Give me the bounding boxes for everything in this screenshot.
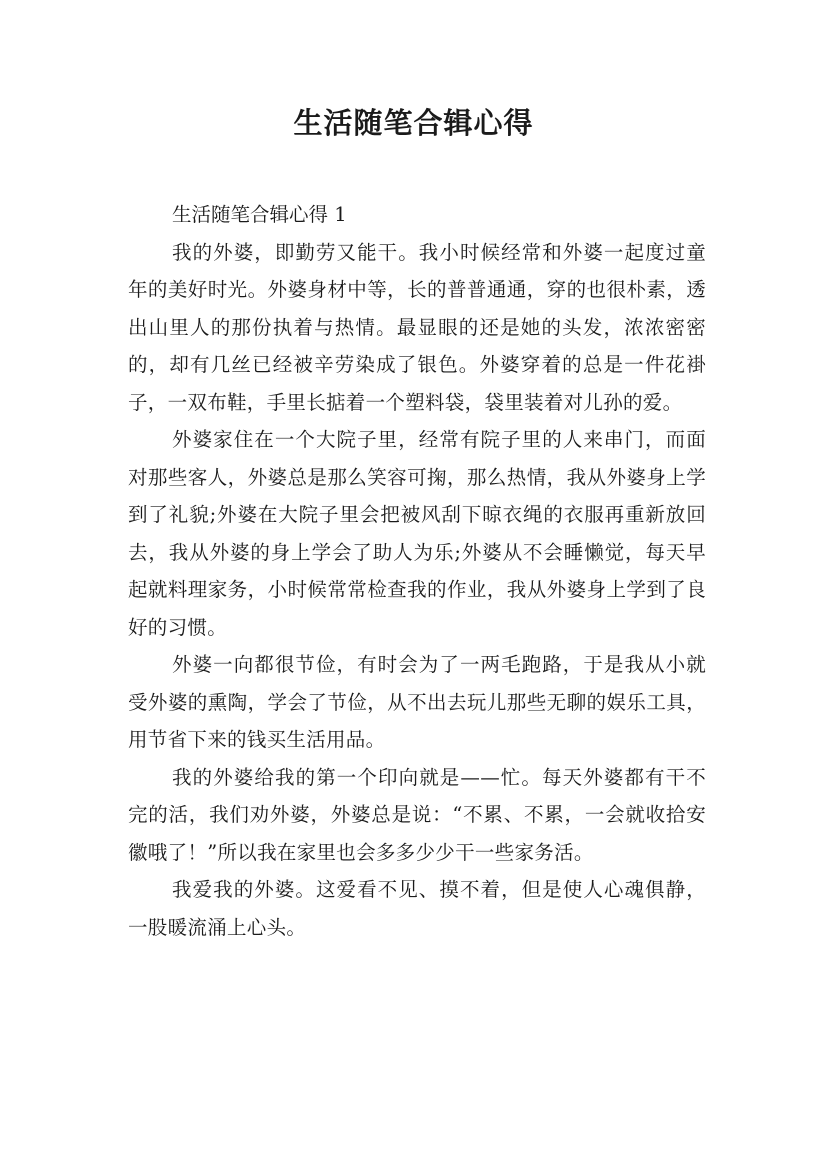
paragraph-1: 我的外婆，即勤劳又能干。我小时候经常和外婆一起度过童年的美好时光。外婆身材中等，长的普普通通，穿的也很朴素，透出山里人的那份执着与热情。最显眼的还是她的头发，浓浓密密的，却有几丝已经被辛劳染成了银色。外婆穿着的总是一件花褂子，一双布鞋，手里长掂着一个塑料袋，袋里装着对儿孙的爱。 <box>128 240 706 414</box>
paragraph-4: 我的外婆给我的第一个印向就是——忙。每天外婆都有干不完的活，我们劝外婆，外婆总是说：“不累、不累，一会就收拾安徽哦了！”所以我在家里也会多多少少干一些家务活。 <box>128 765 706 864</box>
document-title: 生活随笔合辑心得 <box>293 106 534 140</box>
paragraph-3: 外婆一向都很节俭，有时会为了一两毛跑路，于是我从小就受外婆的熏陶，学会了节俭，从不出去玩儿那些无聊的娱乐工具，用节省下来的钱买生活用品。 <box>128 653 706 751</box>
section-heading: 生活随笔合辑心得 1 <box>172 203 347 226</box>
document-body <box>128 196 706 946</box>
paragraph-5: 我爱我的外婆。这爱看不见、摸不着，但是使人心魂俱静，一股暖流涌上心头。 <box>128 878 706 939</box>
paragraph-2: 外婆家住在一个大院子里，经常有院子里的人来串门，而面对那些客人，外婆总是那么笑容可掬，那么热情，我从外婆身上学到了礼貌;外婆在大院子里会把被风刮下晾衣绳的衣服再重新放回去，我从外婆的身上学会了助人为乐;外婆从不会睡懒觉，每天早起就料理家务，小时候常常检查我的作业，我从外婆身上学到了良好的习惯。 <box>128 428 706 639</box>
